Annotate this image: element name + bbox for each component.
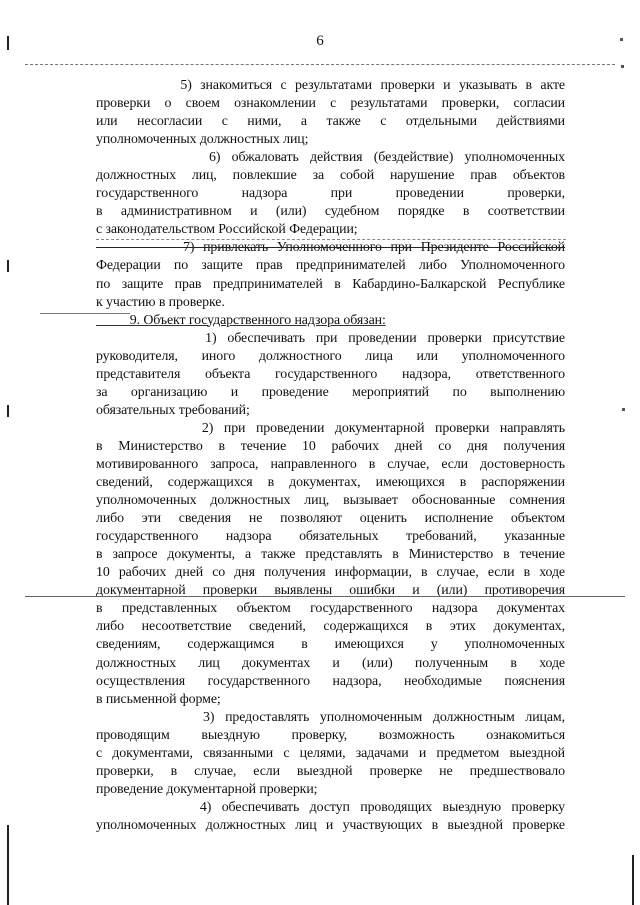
scan-artifact-mark	[7, 825, 9, 905]
text-line: обязательных требований;	[96, 402, 250, 418]
body-text	[96, 77, 565, 835]
scan-artifact-mark	[632, 855, 634, 905]
text-line: по защите прав предпринимателей в Кабардино-Балкарской Республике	[96, 276, 565, 292]
text-line: проверки о своем ознакомлении с результатами проверки, согласии	[96, 96, 565, 112]
text-line: либо эти сведения не позволяют оценить исполнение объектом	[96, 511, 565, 527]
scan-artifact-line	[25, 596, 625, 598]
scan-artifact-line	[40, 313, 130, 315]
text-line: 7) привлекать Уполномоченного при Президенте Российской	[96, 240, 565, 256]
scan-artifact-mark	[620, 38, 623, 41]
text-line: проведение документарной проверки;	[96, 781, 318, 797]
scan-artifact-mark	[7, 36, 9, 50]
scan-artifact-mark	[7, 260, 9, 272]
text-line: уполномоченных должностных лиц и участвующих в выездной проверке	[96, 817, 565, 833]
text-line: проводящим выездную проверку, возможность ознакомиться	[96, 727, 565, 743]
text-line: сведений, содержащихся в документах, имеющихся в распоряжении	[96, 475, 565, 491]
text-line: в административном и (или) судебном порядке в соответствии	[96, 204, 565, 220]
text-line: 2) при проведении документарной проверки направлять	[96, 420, 565, 436]
text-line: в письменной форме;	[96, 691, 221, 707]
scan-artifact-mark	[621, 65, 624, 68]
text-line: 1) обеспечивать при проведении проверки присутствие	[96, 330, 565, 346]
text-line: за организацию и проведение мероприятий по выполнению	[96, 384, 565, 400]
text-line: 3) предоставлять уполномоченным должностным лицам,	[96, 709, 565, 725]
scan-artifact-mark	[622, 408, 625, 411]
scan-artifact-mark	[7, 405, 9, 417]
text-line: государственного надзора при проведении проверки,	[96, 186, 565, 202]
text-line: к участию в проверке.	[96, 294, 225, 310]
text-line: сведениям, содержащимся в имеющихся у уполномоченных	[96, 637, 565, 653]
text-line: проверки, в случае, если выездной проверке не предшествовало	[96, 763, 565, 779]
text-line: в запросе документы, а также представлять в Министерство в течение	[96, 547, 565, 563]
text-line: в представленных объектом государственного надзора документах	[96, 601, 565, 617]
text-line: мотивированного запроса, направленного в случае, если достоверность	[96, 456, 565, 472]
text-line: 5) знакомиться с результатами проверки и указывать в акте	[96, 78, 565, 93]
text-line: документарной проверки выявлены ошибки и (или) противоречия	[96, 583, 565, 599]
text-line: руководителя, иного должностного лица или уполномоченного	[96, 348, 565, 364]
text-line: уполномоченных должностных лиц, вызывает обоснованные сомнения	[96, 493, 565, 509]
text-line: с документами, связанными с целями, задачами и предметом выездной	[96, 745, 565, 761]
text-line: 4) обеспечивать доступ проводящих выездную проверку	[96, 799, 565, 815]
text-line: осуществления государственного надзора, необходимые пояснения	[96, 673, 565, 689]
text-line: уполномоченных должностных лиц;	[96, 132, 309, 148]
scan-artifact-line	[96, 239, 566, 241]
text-line: 9. Объект государственного надзора обязан:	[96, 312, 386, 328]
text-line: Федерации по защите прав предпринимателей либо Уполномоченного	[96, 258, 565, 274]
text-line: представителя объекта государственного надзора, ответственного	[96, 366, 565, 382]
text-line: должностных лиц документах и (или) полученным в ходе	[96, 655, 565, 671]
page-number: 6	[316, 33, 324, 49]
text-line: должностных лиц, повлекшие за собой нарушение прав объектов	[96, 168, 565, 184]
text-line: в Министерство в течение 10 рабочих дней со дня получения	[96, 438, 565, 454]
text-line: с законодательством Российской Федерации;	[96, 222, 358, 238]
scan-artifact-line	[25, 64, 615, 66]
text-line: или несогласии с ними, а также с отдельными действиями	[96, 114, 565, 130]
text-line: 6) обжаловать действия (бездействие) уполномоченных	[96, 150, 565, 166]
text-line: либо несоответствие сведений, содержащихся в этих документах,	[96, 619, 565, 635]
text-line: государственного надзора обязательных требований, указанные	[96, 529, 565, 545]
text-line: 10 рабочих дней со дня получения информации, в случае, если в ходе	[96, 565, 565, 581]
